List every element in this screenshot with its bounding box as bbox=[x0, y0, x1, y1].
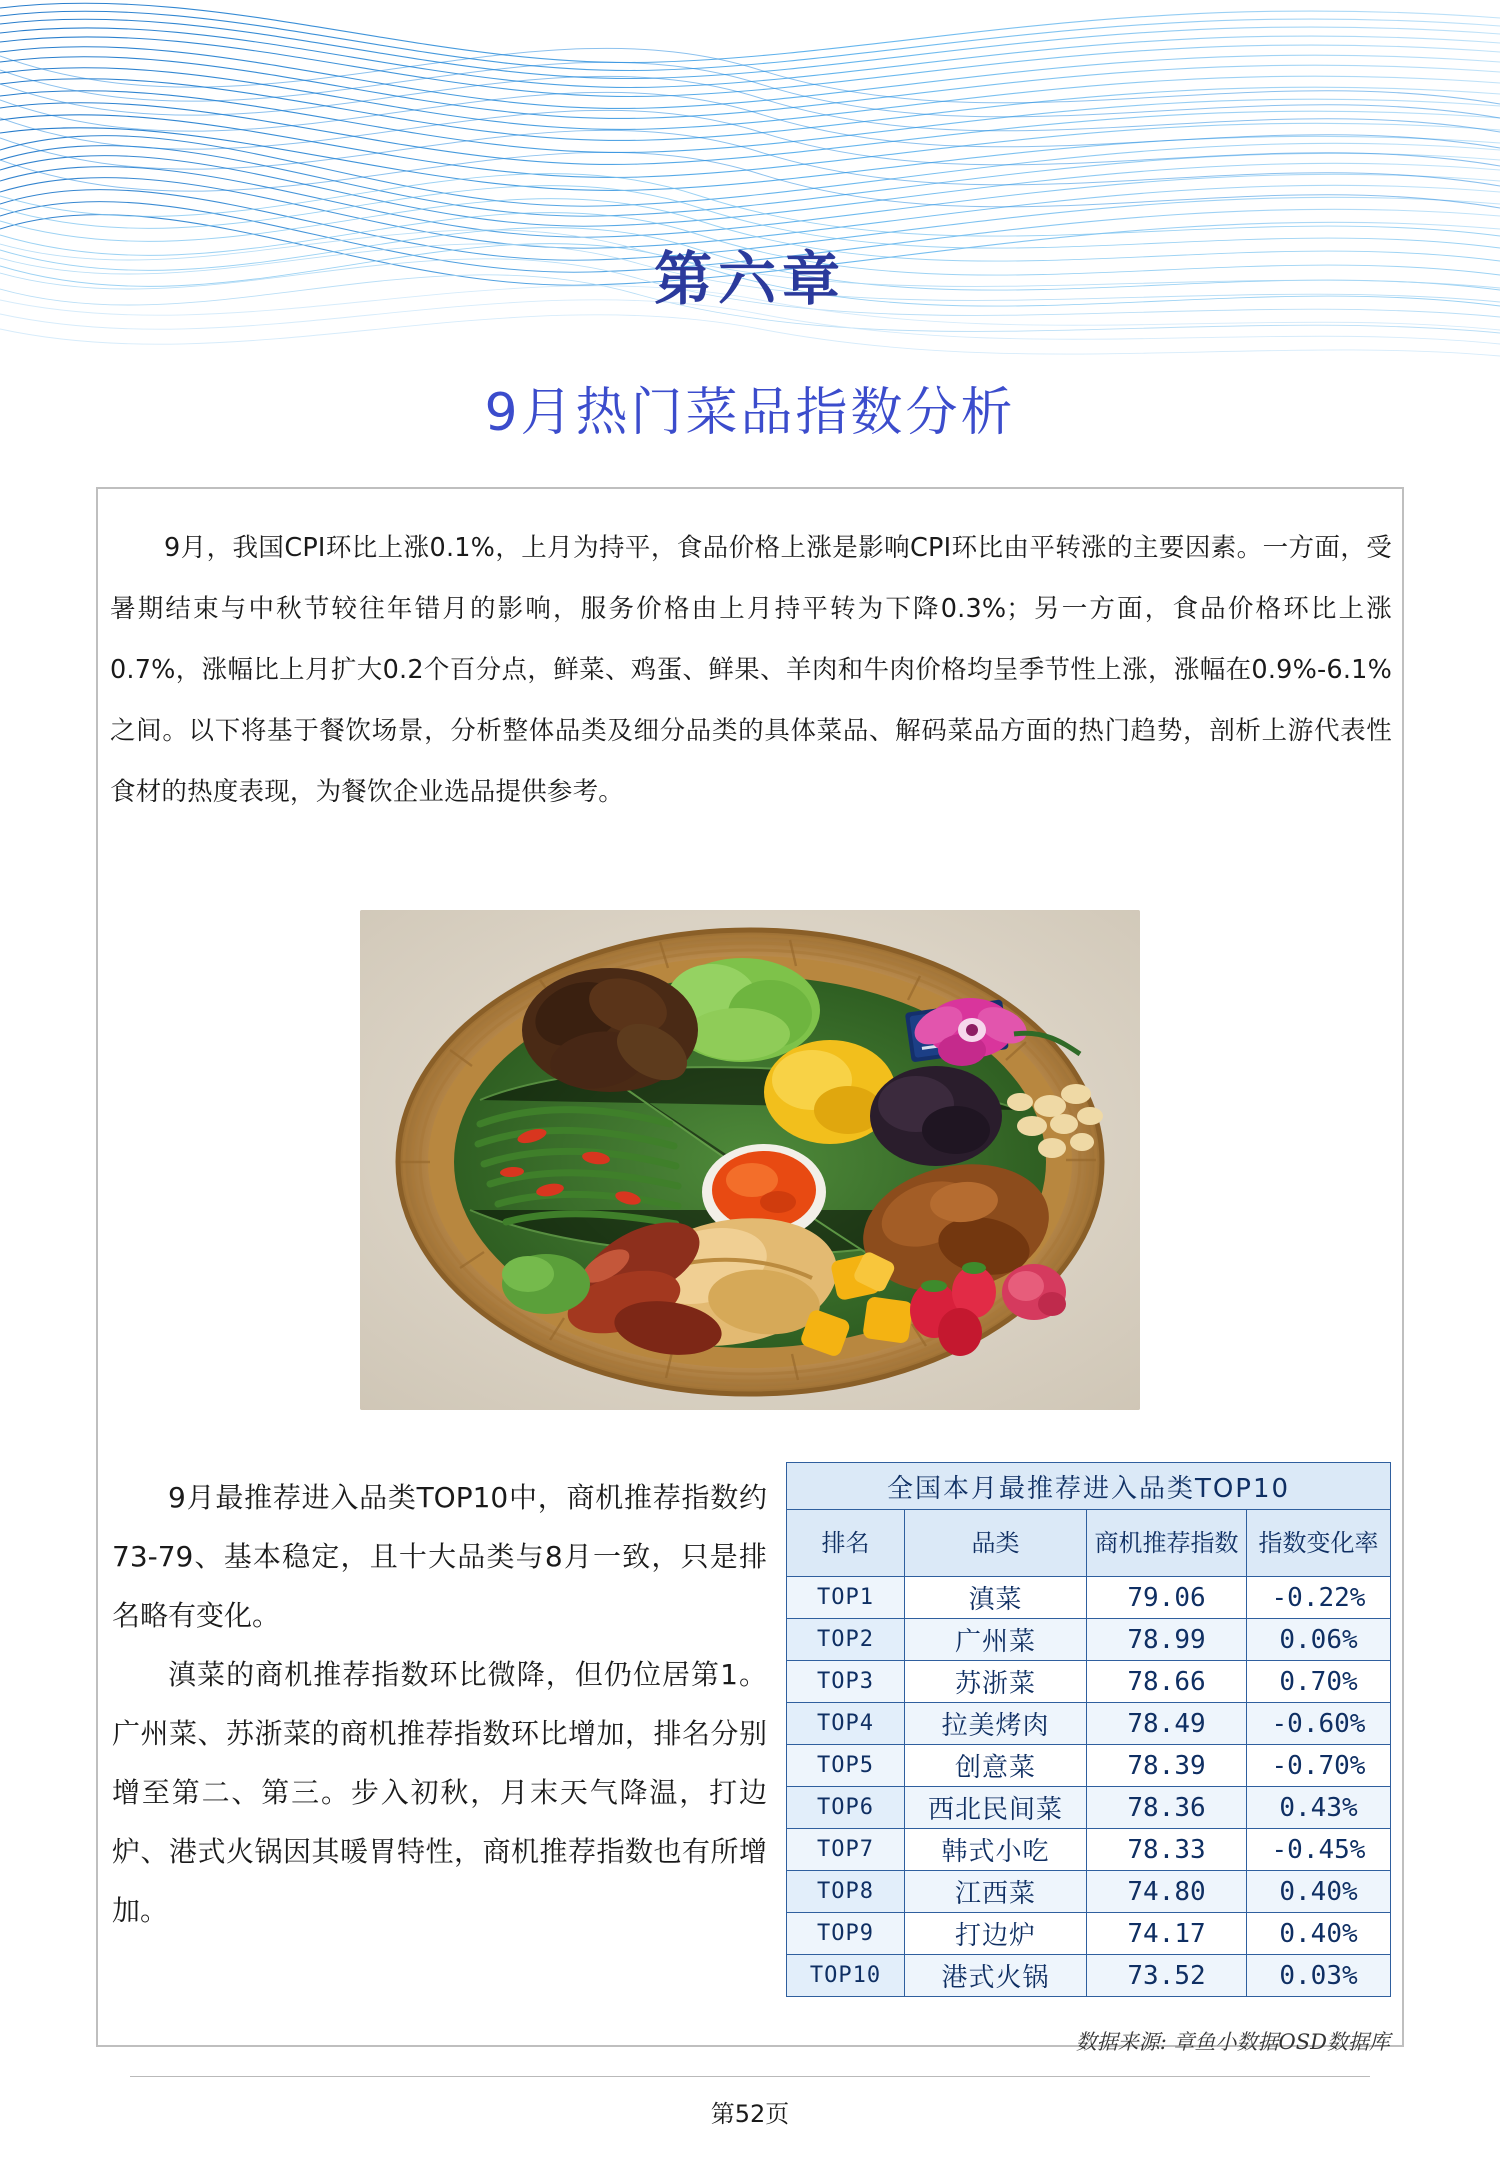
cell-change: 0.40% bbox=[1247, 1913, 1391, 1955]
cell-change: 0.70% bbox=[1247, 1661, 1391, 1703]
cell-rank: TOP9 bbox=[787, 1913, 905, 1955]
cell-index: 74.80 bbox=[1087, 1871, 1247, 1913]
cell-rank: TOP5 bbox=[787, 1745, 905, 1787]
top10-table-container bbox=[786, 1462, 1390, 1997]
cell-category: 韩式小吃 bbox=[905, 1829, 1087, 1871]
table-header-row bbox=[787, 1510, 1391, 1577]
cell-index: 74.17 bbox=[1087, 1913, 1247, 1955]
table-row bbox=[787, 1871, 1391, 1913]
table-row bbox=[787, 1745, 1391, 1787]
table-row bbox=[787, 1661, 1391, 1703]
cell-index: 73.52 bbox=[1087, 1955, 1247, 1997]
cell-rank: TOP1 bbox=[787, 1577, 905, 1619]
cell-category: 创意菜 bbox=[905, 1745, 1087, 1787]
cell-change: -0.70% bbox=[1247, 1745, 1391, 1787]
table-row bbox=[787, 1829, 1391, 1871]
cell-category: 西北民间菜 bbox=[905, 1787, 1087, 1829]
page-number: 第52页 bbox=[710, 2100, 790, 2128]
cell-rank: TOP8 bbox=[787, 1871, 905, 1913]
lower-narrative bbox=[112, 1468, 767, 1940]
intro-paragraph: 9月，我国CPI环比上涨0.1%，上月为持平，食品价格上涨是影响CPI环比由平转涨的主要因素。一方面，受暑期结束与中秋节较往年错月的影响，服务价格由上月持平转为下降0.3%；另一方面，食品价格环比上涨0.7%，涨幅比上月扩大0.2个百分点，鲜菜、鸡蛋、鲜果、羊肉和牛肉价格均呈季节性上涨，涨幅在0.9%-6.1%之间。以下将基于餐饮场景，分析整体品类及细分品类的具体菜品、解码菜品方面的热门趋势，剖析上游代表性食材的热度表现，为餐饮企业选品提供参考。 bbox=[110, 533, 1392, 807]
table-row bbox=[787, 1703, 1391, 1745]
cell-rank: TOP7 bbox=[787, 1829, 905, 1871]
cell-rank: TOP3 bbox=[787, 1661, 905, 1703]
cell-index: 79.06 bbox=[1087, 1577, 1247, 1619]
cell-category: 江西菜 bbox=[905, 1871, 1087, 1913]
cell-category: 港式火锅 bbox=[905, 1955, 1087, 1997]
cell-change: -0.45% bbox=[1247, 1829, 1391, 1871]
dish-photo bbox=[360, 910, 1140, 1410]
table-row bbox=[787, 1955, 1391, 1997]
table-row bbox=[787, 1619, 1391, 1661]
top10-table bbox=[786, 1462, 1391, 1997]
cell-change: 0.06% bbox=[1247, 1619, 1391, 1661]
cell-index: 78.66 bbox=[1087, 1661, 1247, 1703]
cell-change: -0.60% bbox=[1247, 1703, 1391, 1745]
cell-rank: TOP2 bbox=[787, 1619, 905, 1661]
column-header-index: 商机推荐指数 bbox=[1087, 1510, 1247, 1577]
cell-category: 打边炉 bbox=[905, 1913, 1087, 1955]
cell-index: 78.36 bbox=[1087, 1787, 1247, 1829]
table-row bbox=[787, 1787, 1391, 1829]
cell-index: 78.33 bbox=[1087, 1829, 1247, 1871]
cell-index: 78.99 bbox=[1087, 1619, 1247, 1661]
footer-divider bbox=[130, 2076, 1370, 2077]
cell-category: 拉美烤肉 bbox=[905, 1703, 1087, 1745]
table-title-row bbox=[787, 1463, 1391, 1510]
chapter-title: 第六章 bbox=[653, 245, 846, 313]
cell-category: 苏浙菜 bbox=[905, 1661, 1087, 1703]
lower-paragraph-1: 9月最推荐进入品类TOP10中，商机推荐指数约73-79、基本稳定，且十大品类与8月一致，只是排名略有变化。 bbox=[112, 1481, 767, 1632]
cell-category: 滇菜 bbox=[905, 1577, 1087, 1619]
cell-change: 0.43% bbox=[1247, 1787, 1391, 1829]
page-title: 9月热门菜品指数分析 bbox=[484, 383, 1016, 443]
column-header-category: 品类 bbox=[905, 1510, 1087, 1577]
cell-change: 0.03% bbox=[1247, 1955, 1391, 1997]
column-header-rank: 排名 bbox=[787, 1510, 905, 1577]
cell-index: 78.49 bbox=[1087, 1703, 1247, 1745]
cell-index: 78.39 bbox=[1087, 1745, 1247, 1787]
table-row bbox=[787, 1913, 1391, 1955]
cell-category: 广州菜 bbox=[905, 1619, 1087, 1661]
cell-rank: TOP6 bbox=[787, 1787, 905, 1829]
dish-photo-graphic bbox=[360, 910, 1140, 1410]
data-source-note: 数据来源: 章鱼小数据OSD数据库 bbox=[1075, 2030, 1390, 2054]
cell-rank: TOP4 bbox=[787, 1703, 905, 1745]
cell-change: -0.22% bbox=[1247, 1577, 1391, 1619]
column-header-change: 指数变化率 bbox=[1247, 1510, 1391, 1577]
table-title: 全国本月最推荐进入品类TOP10 bbox=[787, 1463, 1391, 1510]
cell-change: 0.40% bbox=[1247, 1871, 1391, 1913]
lower-paragraph-2: 滇菜的商机推荐指数环比微降，但仍位居第1。广州菜、苏浙菜的商机推荐指数环比增加，排名分别增至第二、第三。步入初秋，月末天气降温，打边炉、港式火锅因其暖胃特性，商机推荐指数也有所增加。 bbox=[112, 1658, 767, 1927]
cell-rank: TOP10 bbox=[787, 1955, 905, 1997]
table-row bbox=[787, 1577, 1391, 1619]
